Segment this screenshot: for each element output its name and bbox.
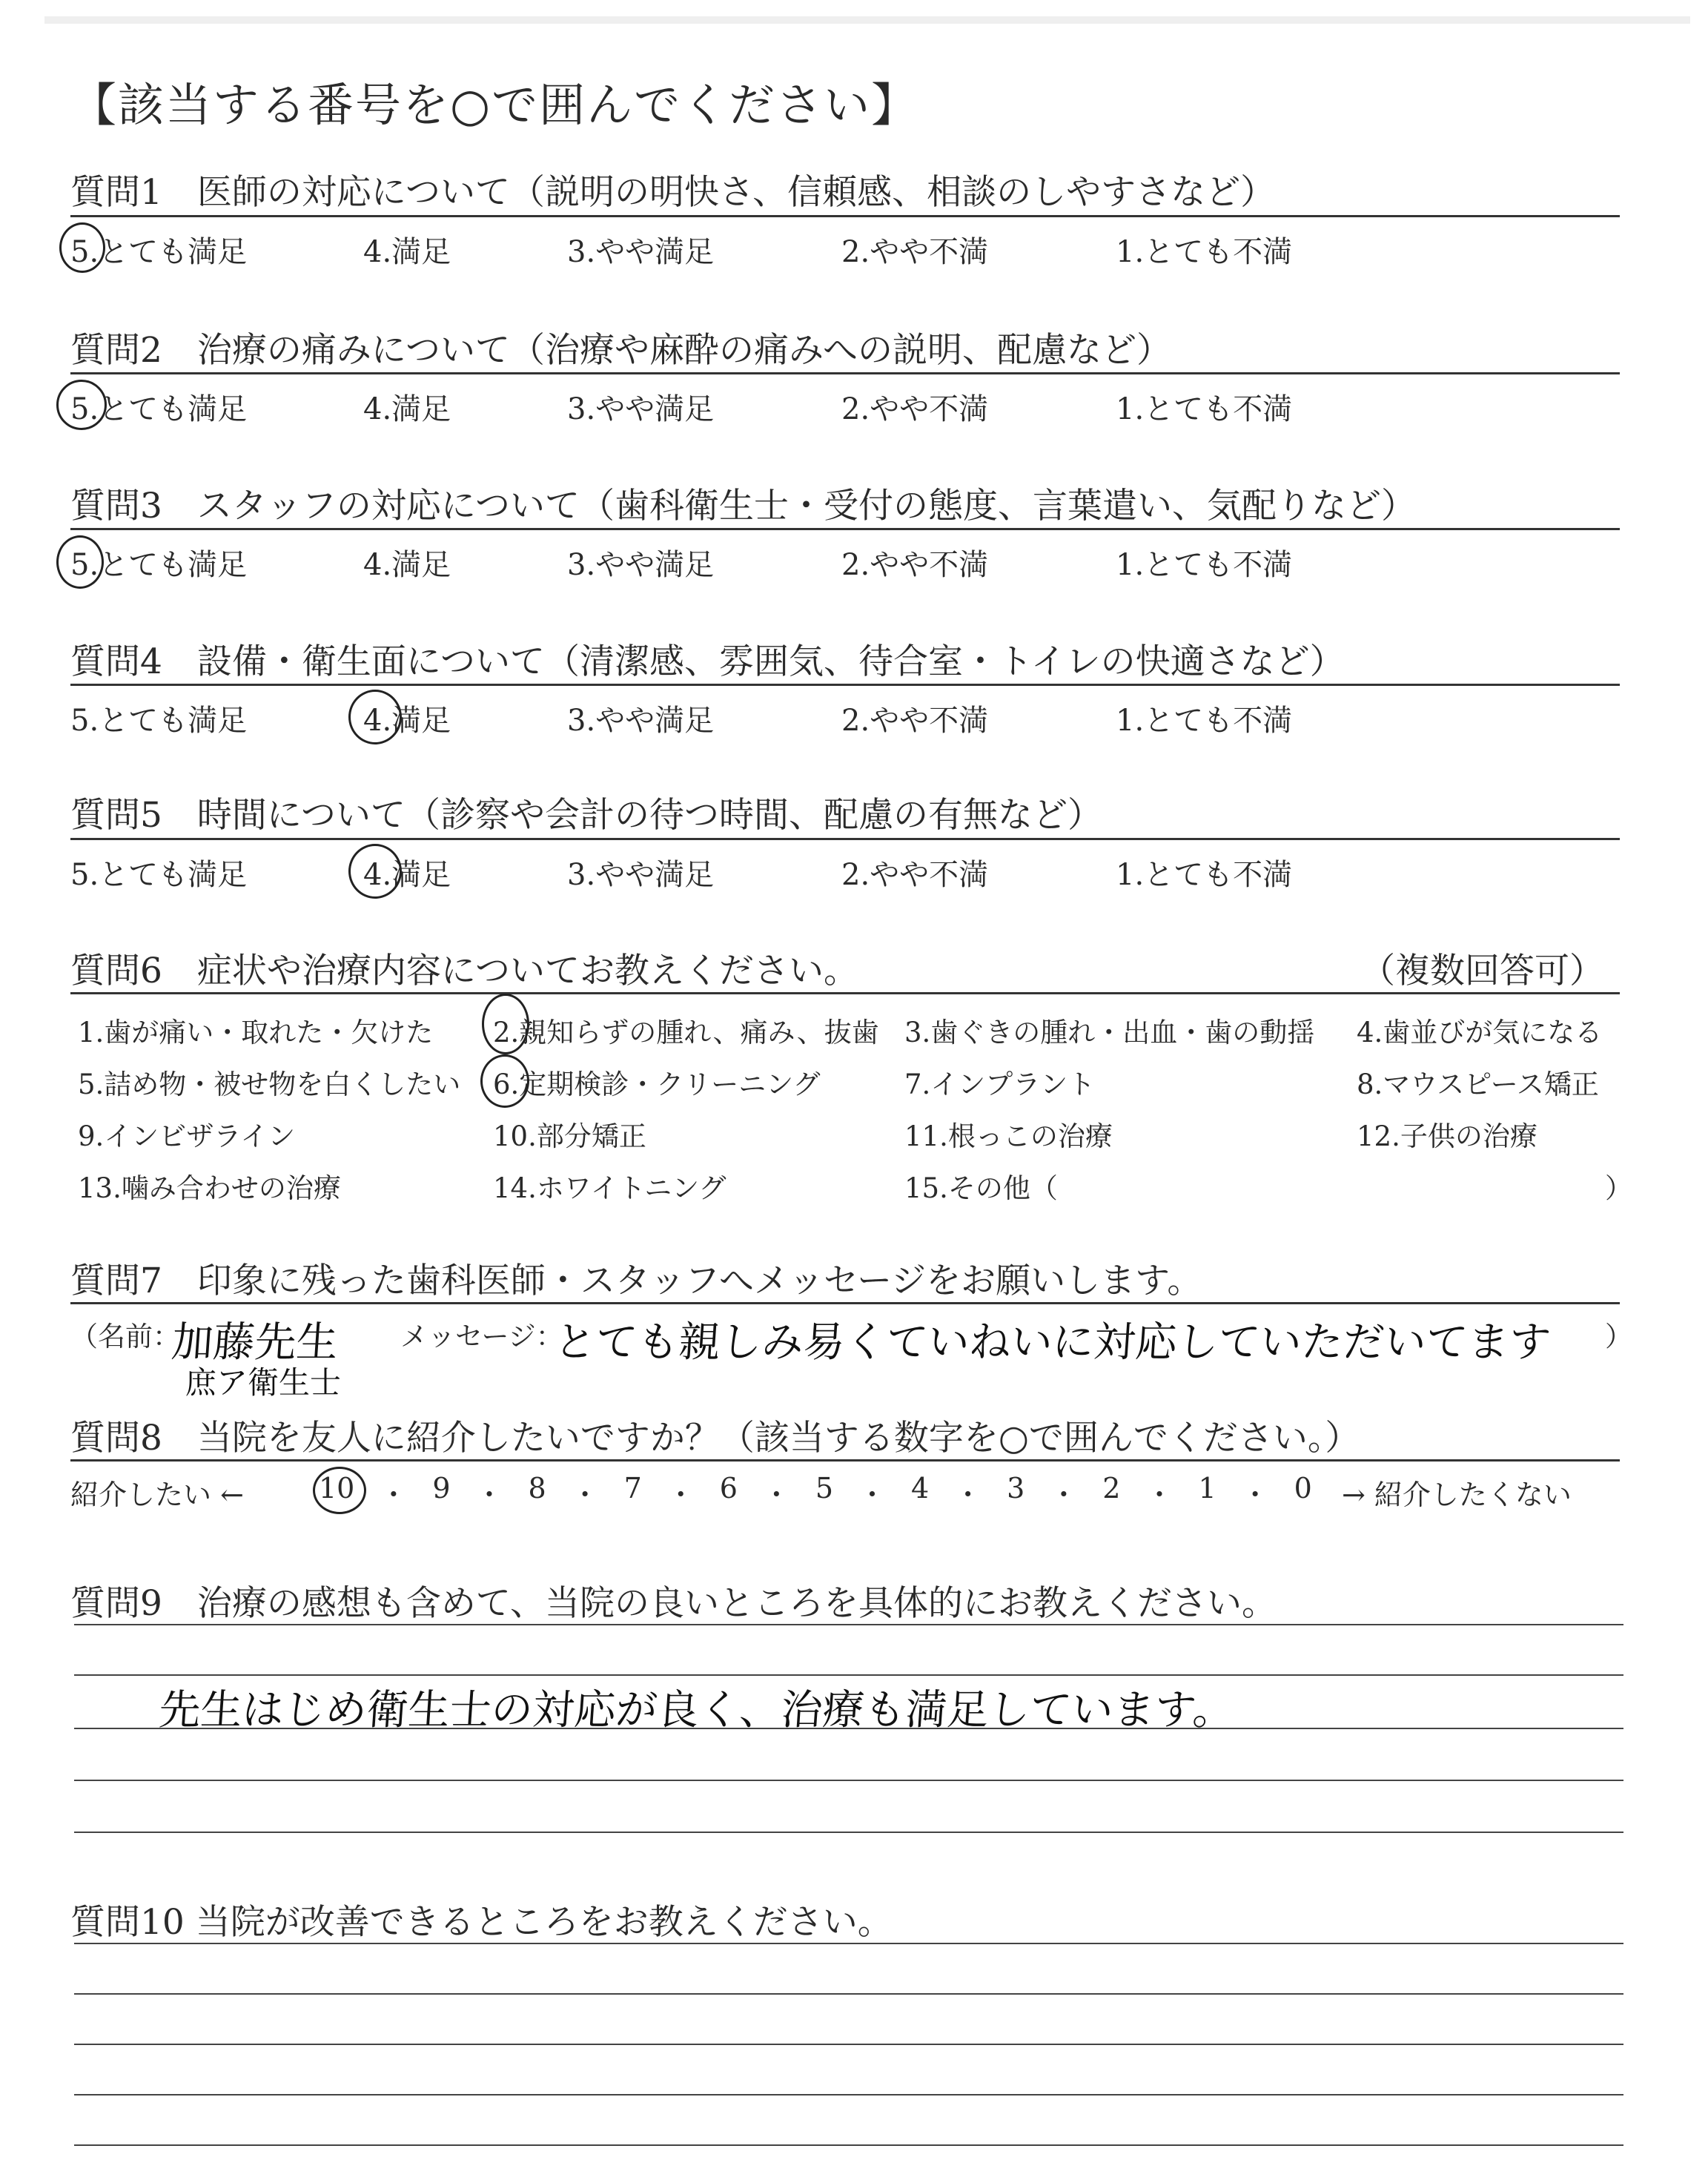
scale-separator: ・: [1241, 1479, 1270, 1511]
q9-answer-handwritten[interactable]: 先生はじめ衛生士の対応が良く、治療も満足しています。: [157, 1686, 1237, 1734]
q6-option-9[interactable]: 9.インビザライン: [78, 1120, 296, 1152]
scale-value-1[interactable]: 1: [1198, 1472, 1217, 1505]
scale-separator: ・: [379, 1479, 408, 1511]
q1-option-1[interactable]: 1.とても不満: [1116, 235, 1293, 269]
q5-option-3[interactable]: 3.やや満足: [567, 858, 715, 892]
q1-option-4[interactable]: 4.満足: [363, 235, 451, 269]
q5-option-2[interactable]: 2.やや不満: [841, 858, 989, 892]
scale-separator: ・: [762, 1479, 791, 1511]
q3-rule: [70, 528, 1620, 530]
scale-value-4[interactable]: 4: [911, 1472, 930, 1505]
q7-rule: [70, 1302, 1620, 1304]
q6-option-11[interactable]: 11.根っこの治療: [904, 1120, 1113, 1152]
q6-option-2[interactable]: 2.親知らずの腫れ、痛み、抜歯: [493, 1017, 879, 1048]
scale-value-6[interactable]: 6: [719, 1472, 738, 1505]
q6-option-1[interactable]: 1.歯が痛い・取れた・欠けた: [78, 1017, 434, 1048]
q1-option-2[interactable]: 2.やや不満: [841, 235, 989, 269]
q5-option-5[interactable]: 5.とても満足: [70, 858, 248, 892]
q6-option-10[interactable]: 10.部分矯正: [493, 1120, 646, 1152]
q6-option-6[interactable]: 6.定期検診・クリーニング: [493, 1069, 821, 1100]
q7-name-handwritten[interactable]: 加藤先生: [170, 1318, 340, 1367]
q2-option-4[interactable]: 4.満足: [363, 392, 451, 426]
q2-option-3[interactable]: 3.やや満足: [567, 392, 715, 426]
q7-message-handwritten[interactable]: とても親しみ易くていねいに対応していただいてます: [552, 1318, 1552, 1367]
q5-selection-circle: [348, 844, 402, 899]
q9-line-1: [74, 1624, 1623, 1625]
q6-title: 質問6 症状や治療内容についてお教えください。: [70, 951, 858, 991]
q6-selection-circle-2: [482, 994, 529, 1054]
q10-line-4: [74, 2094, 1623, 2095]
q2-selection-circle: [56, 380, 107, 430]
scale-value-9[interactable]: 9: [432, 1472, 451, 1505]
q4-option-4[interactable]: 4.満足: [363, 704, 451, 738]
q6-option-5[interactable]: 5.詰め物・被せ物を白くしたい: [78, 1069, 461, 1100]
q5-option-1[interactable]: 1.とても不満: [1116, 858, 1293, 892]
q6-option-12[interactable]: 12.子供の治療: [1357, 1120, 1537, 1152]
q7-message-label: メッセージ：: [400, 1321, 563, 1353]
q8-left-label: 紹介したい ←: [70, 1479, 244, 1511]
q3-option-4[interactable]: 4.満足: [363, 548, 451, 582]
q2-option-1[interactable]: 1.とても不満: [1116, 392, 1293, 426]
q8-rule: [70, 1459, 1620, 1462]
q10-line-1: [74, 1943, 1623, 1944]
scale-separator: ・: [474, 1479, 503, 1511]
q8-selection-circle: [313, 1467, 366, 1514]
q3-selection-circle: [56, 535, 104, 589]
q6-option-15[interactable]: 15.その他（: [904, 1172, 1058, 1204]
instruction-heading: 【該当する番号を○で囲んでください】: [70, 78, 919, 132]
q7-name-label: （名前：: [70, 1321, 180, 1353]
q2-option-5[interactable]: 5.とても満足: [70, 392, 248, 426]
q6-option-3[interactable]: 3.歯ぐきの腫れ・出血・歯の動揺: [904, 1017, 1315, 1048]
q2-rule: [70, 372, 1620, 374]
q1-option-5[interactable]: 5.とても満足: [70, 235, 248, 269]
q10-line-2: [74, 1993, 1623, 1995]
q6-option-8[interactable]: 8.マウスピース矯正: [1357, 1069, 1599, 1100]
q3-option-3[interactable]: 3.やや満足: [567, 548, 715, 582]
scale-separator: ・: [1049, 1479, 1078, 1511]
q9-line-2: [74, 1674, 1623, 1676]
q8-title: 質問8 当院を友人に紹介したいですか？（該当する数字を○で囲んでください。）: [70, 1418, 1360, 1459]
scale-value-10[interactable]: 10: [319, 1472, 355, 1505]
scale-value-3[interactable]: 3: [1007, 1472, 1025, 1505]
q9-title: 質問9 治療の感想も含めて、当院の良いところを具体的にお教えください。: [70, 1583, 1277, 1624]
q6-option-4[interactable]: 4.歯並びが気になる: [1357, 1017, 1603, 1048]
q4-option-5[interactable]: 5.とても満足: [70, 704, 248, 738]
q1-rule: [70, 215, 1620, 217]
scale-value-2[interactable]: 2: [1102, 1472, 1121, 1505]
q2-title: 質問2 治療の痛みについて（治療や麻酔の痛みへの説明、配慮など）: [70, 330, 1172, 371]
scale-separator: ・: [666, 1479, 695, 1511]
q8-scale: [319, 1472, 1312, 1513]
scale-separator: ・: [571, 1479, 600, 1511]
q1-title: 質問1 医師の対応について（説明の明快さ、信頼感、相談のしやすさなど）: [70, 172, 1276, 213]
q3-option-5[interactable]: 5.とても満足: [70, 548, 248, 582]
q3-option-1[interactable]: 1.とても不満: [1116, 548, 1293, 582]
q5-rule: [70, 838, 1620, 840]
q10-line-5: [74, 2144, 1623, 2146]
q6-option-13[interactable]: 13.噛み合わせの治療: [78, 1172, 341, 1204]
q4-option-1[interactable]: 1.とても不満: [1116, 704, 1293, 738]
scale-separator: ・: [1145, 1479, 1174, 1511]
q9-line-5: [74, 1832, 1623, 1833]
q6-other-close: ）: [1605, 1172, 1632, 1204]
q4-rule: [70, 684, 1620, 686]
q7-name-handwritten-2: 庶ア衛生士: [185, 1364, 342, 1401]
q7-close: ）: [1605, 1321, 1632, 1353]
scale-value-0[interactable]: 0: [1294, 1472, 1312, 1505]
q4-title: 質問4 設備・衛生面について（清潔感、雰囲気、待合室・トイレの快適さなど）: [70, 641, 1345, 682]
q1-selection-circle: [59, 222, 105, 273]
scale-value-5[interactable]: 5: [815, 1472, 834, 1505]
q4-selection-circle: [348, 690, 402, 744]
q5-title: 質問5 時間について（診察や会計の待つ時間、配慮の有無など）: [70, 795, 1102, 836]
q6-rule: [70, 992, 1620, 994]
q6-option-14[interactable]: 14.ホワイトニング: [493, 1172, 726, 1204]
q6-selection-circle-6: [480, 1054, 529, 1108]
q4-option-3[interactable]: 3.やや満足: [567, 704, 715, 738]
scan-edge: [44, 16, 1690, 24]
scale-value-8[interactable]: 8: [528, 1472, 546, 1505]
q6-option-7[interactable]: 7.インプラント: [904, 1069, 1096, 1100]
q8-right-label: → 紹介したくない: [1342, 1479, 1572, 1511]
q2-option-2[interactable]: 2.やや不満: [841, 392, 989, 426]
q1-option-3[interactable]: 3.やや満足: [567, 235, 715, 269]
q5-option-4[interactable]: 4.満足: [363, 858, 451, 892]
q10-line-3: [74, 2044, 1623, 2045]
q9-line-4: [74, 1780, 1623, 1781]
q3-title: 質問3 スタッフの対応について（歯科衛生士・受付の態度、言葉遣い、気配りなど）: [70, 486, 1416, 526]
q7-title: 質問7 印象に残った歯科医師・スタッフへメッセージをお願いします。: [70, 1261, 1202, 1301]
q4-option-2[interactable]: 2.やや不満: [841, 704, 989, 738]
q10-title: 質問10 当院が改善できるところをお教えください。: [70, 1902, 893, 1943]
scale-value-7[interactable]: 7: [623, 1472, 642, 1505]
q3-option-2[interactable]: 2.やや不満: [841, 548, 989, 582]
scale-separator: ・: [953, 1479, 982, 1511]
scale-separator: ・: [858, 1479, 887, 1511]
q6-note: （複数回答可）: [1360, 951, 1604, 991]
